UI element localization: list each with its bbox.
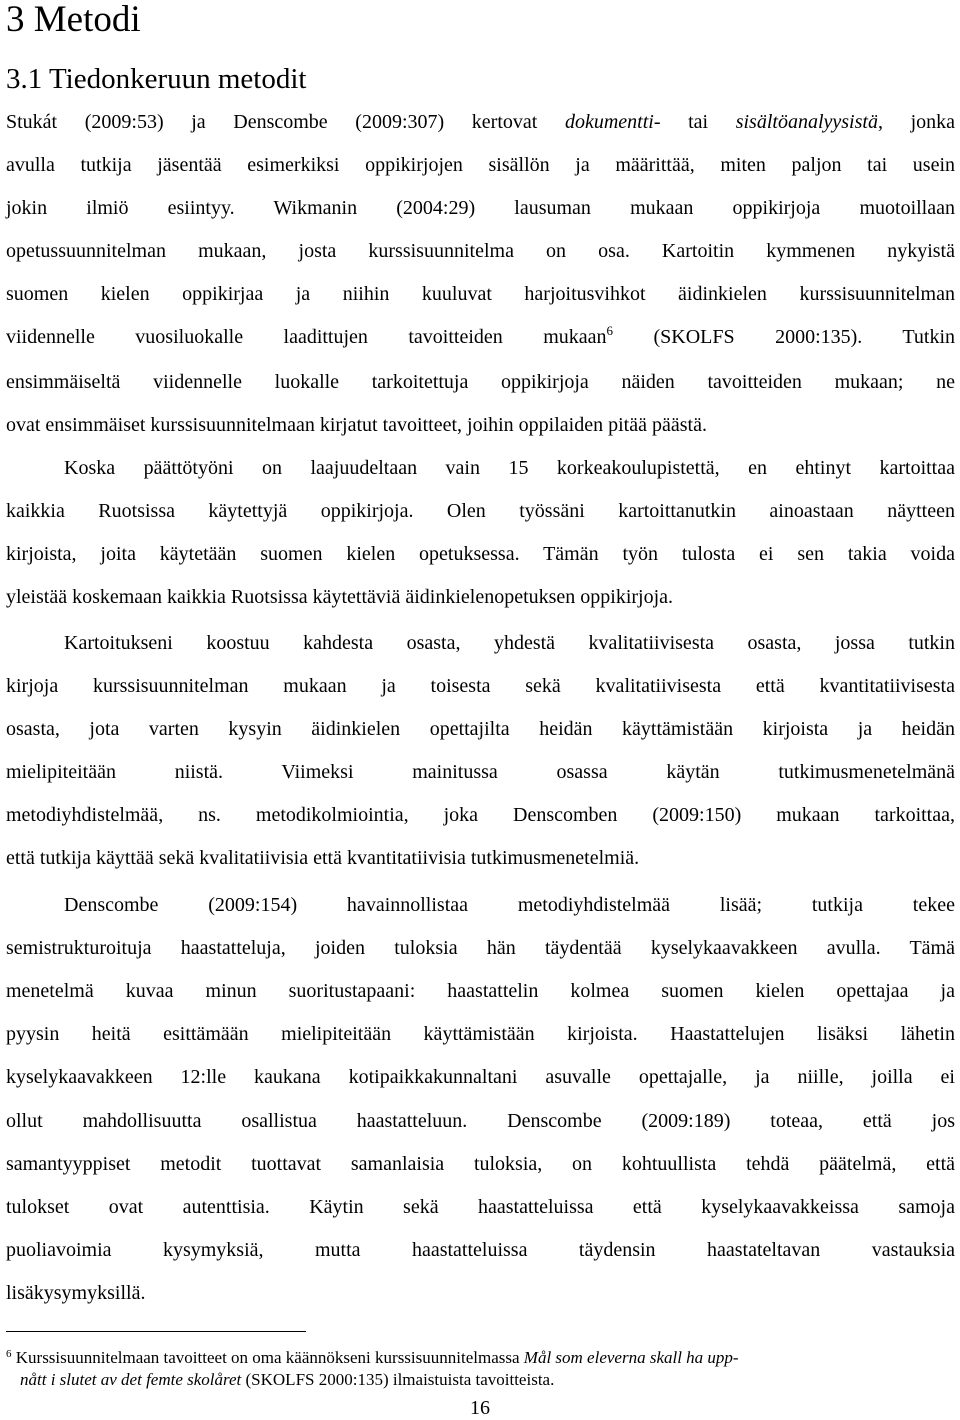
text-line (6, 456, 955, 480)
text-line (6, 979, 955, 1003)
text-run: pyysin heitä esittämään mielipiteitään käyttämistään kirjoista. Haastattelujen lisäksi lähetin (6, 1023, 955, 1045)
text-run: yleistää koskemaan kaikkia Ruotsissa käytettäviä äidinkielenopetuksen oppikirjoja. (6, 586, 674, 608)
text-line (6, 846, 955, 870)
text-run: metodiyhdistelmää, ns. metodikolmiointia, joka Denscomben (2009:150) mukaan tarkoittaa, (6, 804, 955, 826)
text-run: Koska päättötyöni on laajuudeltaan vain 15 korkeakoulupistettä, en ehtinyt kartoittaa (64, 457, 955, 479)
text-line (6, 1152, 955, 1176)
text-run: menetelmä kuvaa minun suoritustapaani: haastattelin kolmea suomen kielen opettajaa ja (6, 980, 955, 1002)
text-line (6, 1022, 955, 1046)
text-run: Denscombe (2009:154) havainnollistaa metodiyhdistelmää lisää; tutkija tekee (64, 894, 955, 916)
footnote-text: Kurssisuunnitelmaan tavoitteet on oma käännökseni kurssisuunnitelmassa (11, 1348, 524, 1367)
text-line (6, 282, 955, 306)
text-run: suomen kielen oppikirjaa ja niihin kuuluvat harjoitusvihkot äidinkielen kurssisuunnitelman (6, 283, 955, 305)
text-run: ovat ensimmäiset kurssisuunnitelmaan kirjatut tavoitteet, joihin oppilaiden pitää päästä. (6, 414, 707, 436)
text-line (6, 1065, 955, 1089)
footnote-quote: nått i slutet av det femte skolåret (20, 1370, 242, 1389)
text-run: mielipiteitään niistä. Viimeksi mainitussa osassa käytän tutkimusmenetelmänä (6, 761, 955, 783)
text-line (6, 893, 955, 917)
text-line (6, 413, 955, 437)
section-heading: 3.1 Tiedonkeruun metodit (6, 63, 307, 95)
text-line (6, 1195, 955, 1219)
text-line (6, 631, 955, 655)
text-line (6, 370, 955, 394)
text-run: osasta, jota varten kysyin äidinkielen opettajilta heidän käyttämistään kirjoista ja heidän (6, 718, 955, 740)
italic-term: sisältöanalyysistä (735, 111, 878, 133)
text-run: ollut mahdollisuutta osallistua haastatteluun. Denscombe (2009:189) toteaa, että jos (6, 1110, 955, 1132)
text-run: kirjoista, joita käytetään suomen kielen opetuksessa. Tämän työn tulosta ei sen takia voida (6, 543, 955, 565)
text-run: ensimmäiseltä viidennelle luokalle tarkoitettuja oppikirjoja näiden tavoitteiden mukaan; ne (6, 371, 955, 393)
text-run: Kartoitukseni koostuu kahdesta osasta, yhdestä kvalitatiivisesta osasta, jossa tutkin (64, 632, 955, 654)
text-line (6, 542, 955, 566)
chapter-heading: 3 Metodi (6, 0, 141, 40)
text-line (6, 325, 955, 349)
text-line (6, 1238, 955, 1262)
text-run: tai (660, 111, 736, 133)
text-run: tulokset ovat autenttisia. Käytin sekä haastatteluissa että kyselykaavakkeissa samoja (6, 1196, 955, 1218)
footnote-marker: 6 (6, 1348, 12, 1360)
text-line (6, 674, 955, 698)
footnote-quote: Mål som eleverna skall ha upp- (523, 1348, 739, 1367)
text-line (6, 585, 955, 609)
text-run: , jonka (877, 111, 956, 133)
footnote (6, 1348, 955, 1368)
text-run: viidennelle vuosiluokalle laadittujen tavoitteiden mukaan (6, 326, 607, 348)
text-run: kyselykaavakkeen 12:lle kaukana kotipaikkakunnaltani asuvalle opettajalle, ja niille, joilla ei (6, 1066, 955, 1088)
text-run: (SKOLFS 2000:135). Tutkin (613, 326, 955, 348)
page-number: 16 (470, 1397, 490, 1419)
text-line (6, 153, 955, 177)
text-run: kaikkia Ruotsissa käytettyjä oppikirjoja. Olen työssäni kartoittanutkin ainoastaan näytteen (6, 500, 955, 522)
text-line (6, 196, 955, 220)
text-line (6, 717, 955, 741)
text-run: samantyyppiset metodit tuottavat samanlaisia tuloksia, on kohtuullista tehdä päätelmä, että (6, 1153, 955, 1175)
text-line (6, 499, 955, 523)
text-line (6, 1109, 955, 1133)
text-run: puoliavoimia kysymyksiä, mutta haastatteluissa täydensin haastateltavan vastauksia (6, 1239, 955, 1261)
footnote-separator (6, 1331, 306, 1332)
text-line (6, 239, 955, 263)
text-run: jokin ilmiö esiintyy. Wikmanin (2004:29) lausuman mukaan oppikirjoja muotoillaan (6, 197, 955, 219)
text-run: lisäkysymyksillä. (6, 1282, 146, 1304)
text-line (6, 110, 955, 134)
text-run: kirjoja kurssisuunnitelman mukaan ja toisesta sekä kvalitatiivisesta että kvantitatiivisesta (6, 675, 955, 697)
text-line (6, 760, 955, 784)
footnote-text: (SKOLFS 2000:135) ilmaistuista tavoitteista. (241, 1370, 555, 1389)
text-run: että tutkija käyttää sekä kvalitatiivisia että kvantitatiivisia tutkimusmenetelmiä. (6, 847, 640, 869)
text-run: opetussuunnitelman mukaan, josta kurssisuunnitelma on osa. Kartoitin kymmenen nykyistä (6, 240, 955, 262)
text-run: avulla tutkija jäsentää esimerkiksi oppikirjojen sisällön ja määrittää, miten paljon tai usein (6, 154, 955, 176)
footnote-continuation (6, 1370, 955, 1390)
footnote-ref: 6 (606, 323, 614, 338)
text-line (6, 936, 955, 960)
italic-term: dokumentti- (564, 111, 661, 133)
text-line (6, 803, 955, 827)
text-run: semistrukturoituja haastatteluja, joiden tuloksia hän täydentää kyselykaavakkeen avulla. Tämä (6, 937, 955, 959)
text-run: Stukát (2009:53) ja Denscombe (2009:307) kertovat (6, 111, 565, 133)
text-line (6, 1281, 955, 1305)
